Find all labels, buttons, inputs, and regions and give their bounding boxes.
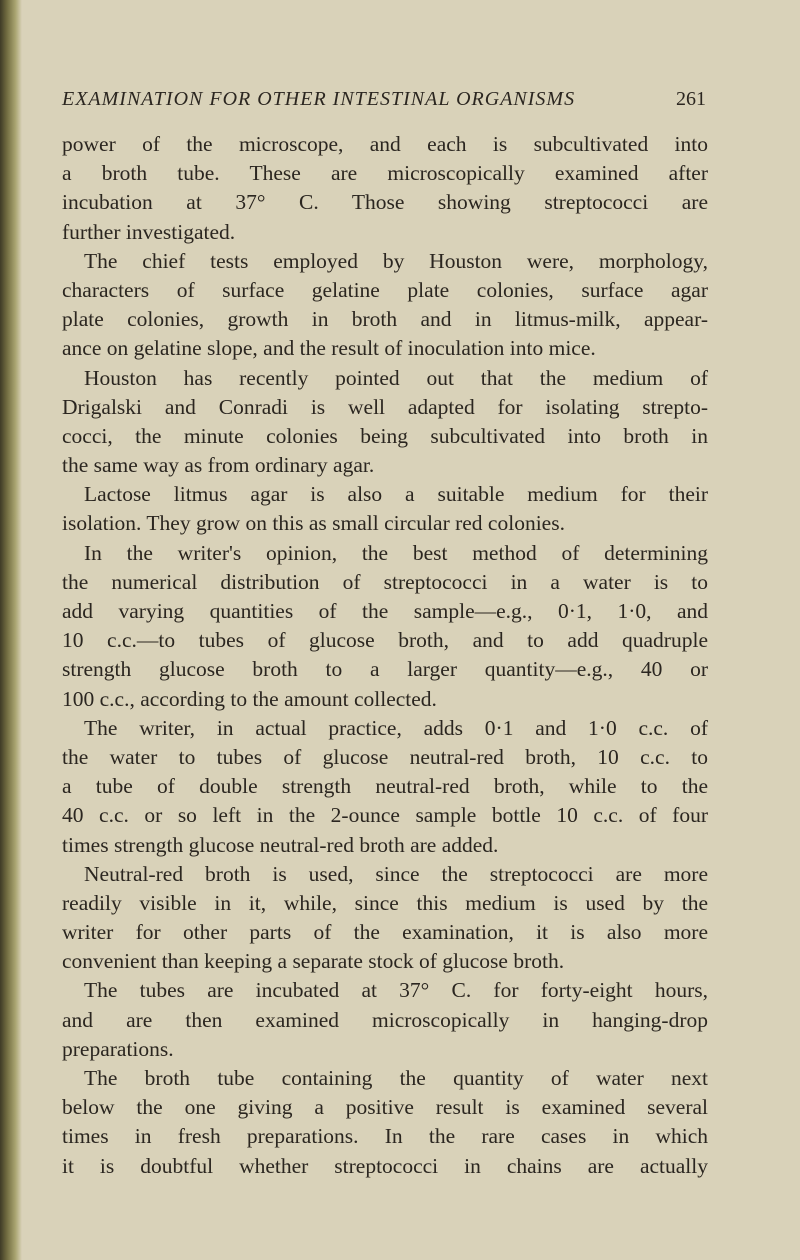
text-line: Lactose litmus agar is also a suitable medium for their [84, 482, 708, 507]
text-line: 100 c.c., according to the amount collected. [62, 686, 437, 711]
text-line: readily visible in it, while, since this medium is used by the [62, 890, 708, 915]
text-line: The tubes are incubated at 37° C. for forty-eight hours, [84, 978, 708, 1003]
text-line: further investigated. [62, 219, 236, 244]
text-line: In the writer's opinion, the best method of determining [84, 540, 708, 565]
text-line: plate colonies, growth in broth and in litmus-milk, appear- [62, 307, 708, 332]
text-line: The broth tube containing the quantity of water next [84, 1066, 708, 1090]
text-line: cocci, the minute colonies being subcultivated into broth in [62, 423, 708, 448]
text-line: it is doubtful whether streptococci in chains are actually [62, 1153, 708, 1178]
running-head [62, 88, 706, 118]
text-line: The writer, in actual practice, adds 0·1 and 1·0 c.c. of [84, 715, 708, 740]
text-line: a tube of double strength neutral-red broth, while to the [62, 774, 708, 799]
text-line: incubation at 37° C. Those showing streptococci are [62, 190, 708, 215]
text-line: times in fresh preparations. In the rare cases in which [62, 1124, 708, 1149]
text-line: characters of surface gelatine plate colonies, surface agar [62, 277, 708, 302]
text-line: the same way as from ordinary agar. [62, 453, 375, 478]
text-line: Neutral-red broth is used, since the streptococci are more [84, 861, 708, 886]
text-line: the numerical distribution of streptococci in a water is to [62, 569, 708, 594]
page-number: 261 [676, 88, 706, 110]
text-line: a broth tube. These are microscopically examined after [62, 161, 708, 186]
text-line: preparations. [62, 1036, 174, 1061]
book-page [22, 0, 800, 1260]
text-line: The chief tests employed by Houston were, morphology, [84, 248, 708, 273]
text-line: 40 c.c. or so left in the 2-ounce sample bottle 10 c.c. of four [62, 803, 708, 828]
text-line: isolation. They grow on this as small circular red colonies. [62, 511, 565, 536]
book-binding-edge [0, 0, 22, 1260]
text-line: times strength glucose neutral-red broth are added. [62, 832, 499, 857]
text-line: writer for other parts of the examination, it is also more [62, 920, 708, 945]
text-line: the water to tubes of glucose neutral-red broth, 10 c.c. to [62, 744, 708, 769]
text-line: convenient than keeping a separate stock of glucose broth. [62, 949, 565, 974]
text-line: Drigalski and Conradi is well adapted for isolating strepto- [62, 394, 708, 419]
text-line: below the one giving a positive result is examined several [62, 1095, 708, 1120]
text-line: strength glucose broth to a larger quantity—e.g., 40 or [62, 657, 708, 682]
text-line: power of the microscope, and each is subcultivated into [62, 132, 708, 156]
text-line: add varying quantities of the sample—e.g., 0·1, 1·0, and [62, 599, 708, 623]
body-text [62, 130, 708, 1181]
text-line: 10 c.c.—to tubes of glucose broth, and to add quadruple [62, 628, 708, 653]
text-line: ance on gelatine slope, and the result of inoculation into mice. [62, 336, 596, 361]
chapter-title: EXAMINATION FOR OTHER INTESTINAL ORGANISMS [62, 88, 576, 110]
text-line: and are then examined microscopically in hanging-drop [62, 1007, 708, 1032]
text-line: Houston has recently pointed out that the medium of [84, 365, 708, 390]
